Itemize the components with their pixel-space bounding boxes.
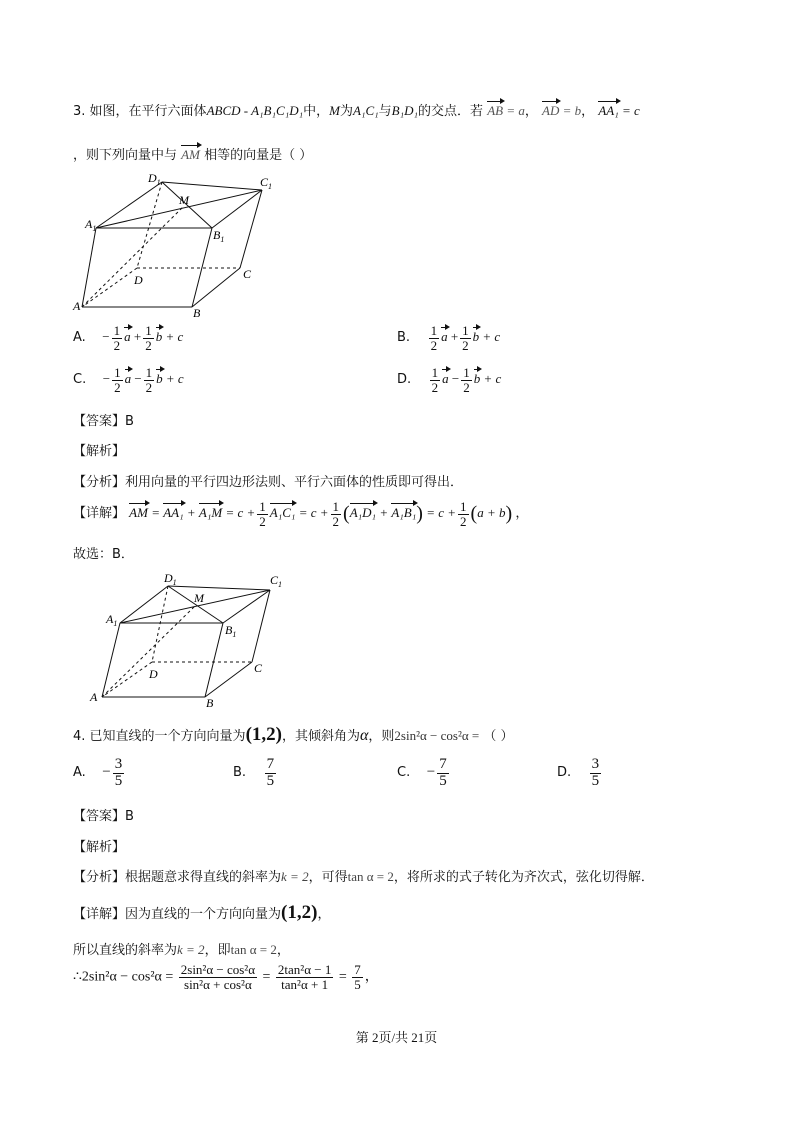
label-m-fig2: M [194,591,204,605]
q4-answer-value: B [125,809,134,824]
q3-option-d[interactable]: D. $\frac{1}{2}$ a − $\frac{1}{2}$ b + c [397,365,502,395]
q3-analysis-heading: 【解析】 [73,444,126,459]
q3-option-b[interactable]: B. $\frac{1}{2}$ a + $\frac{1}{2}$ b + c [397,323,501,353]
vector-ab: AB [487,103,504,118]
q4-fenxi: 【分析】根据题意求得直线的斜率为k = 2，可得tan α = 2，将所求的式子转化为齐次式，弦化切得解． [73,869,654,885]
label-d1: $D_1$ [148,171,161,187]
q3-option-a[interactable]: A. − $\frac{1}{2}$ a + $\frac{1}{2}$ b + c [73,323,184,353]
parallelepiped-figure-2 [88,568,298,708]
q4-option-c[interactable]: C. − $\frac{7}{5}$ [397,756,447,789]
label-d1-fig2: $D_1$ [164,571,177,587]
q3-fenxi: 【分析】利用向量的平行四边形法则、平行六面体的性质即可得出． [73,475,464,490]
label-c: C [243,267,252,281]
label-b1: $B_1$ [213,228,225,244]
label-a1-fig2: $A_1$ [106,612,118,628]
label-b: B [193,306,201,320]
label-b-fig2: B [206,696,214,708]
q4-detail-line1: 【详解】因为直线的一个方向向量为(1,2)， [73,902,331,923]
q3-stem-line1: 3. 如图，在平行六面体ABCD - A₁B₁C₁D₁中，M为A₁C₁与B₁D₁的交点．若 AB = a， AD = b， AA₁ = c [73,103,640,119]
q4-detail-line2: 所以直线的斜率为k = 2，即tan α = 2， [73,942,290,958]
q4-analysis-heading: 【解析】 [73,840,126,855]
label-c1-fig2: $C_1$ [270,573,283,589]
q4-stem: 4. 已知直线的一个方向向量为(1,2)，其倾斜角为α，则2sin²α − cos²α = （ ） [73,724,514,745]
q3-answer-value: B [125,414,134,429]
vector-aa1: AA₁ [598,103,619,118]
q4-answer: 【答案】B [73,809,134,824]
label-a: A [73,299,81,313]
q3-choose: 故选：B． [73,547,134,562]
q3-answer: 【答案】B [73,414,134,429]
q4-option-a[interactable]: A. − $\frac{3}{5}$ [73,756,123,789]
vector-ad: AD [542,103,560,118]
q3-stem-line2: ，则下列向量中与 AM 相等的向量是（ ） [73,147,313,163]
q4-option-b[interactable]: B. $\frac{7}{5}$ [233,756,275,789]
solid-name: ABCD - A₁B₁C₁D₁ [206,103,304,118]
q3-option-c[interactable]: C. − $\frac{1}{2}$ a − $\frac{1}{2}$ b + c [73,365,184,395]
label-a1: $A_1$ [85,217,97,233]
page-footer: 第 2页/共 21页 [355,1030,438,1045]
label-c1: $C_1$ [260,175,273,191]
label-d: D [134,273,143,287]
vector-am: AM [181,147,200,162]
label-b1-fig2: $B_1$ [225,623,237,639]
q3-detail: 【详解】 AM = AA₁ + A₁M = c + $\frac{1}{2}$ A₁C₁ = c + $\frac{1}{2}$ (A₁D₁ + A₁B₁) = c + $\frac{1}{2}$ (a + b) ， [73,499,529,529]
parallelepiped-figure-1 [72,170,282,320]
label-m: M [179,193,189,207]
q3-number: 3. [73,104,86,119]
q4-detail-final: ∴2sin²α − cos²α = $\frac{\text{2sin²α − cos²α}}{\text{sin²α + cos²α}}$ = $\frac{\text{2tan²α − 1}}{\text{tan²α + 1}}$ = $\frac{7}{5}$ ， [73,962,379,992]
label-d-fig2: D [149,667,158,681]
label-c-fig2: C [254,661,263,675]
label-a-fig2: A [90,690,98,704]
q4-option-d[interactable]: D. $\frac{3}{5}$ [557,756,600,789]
